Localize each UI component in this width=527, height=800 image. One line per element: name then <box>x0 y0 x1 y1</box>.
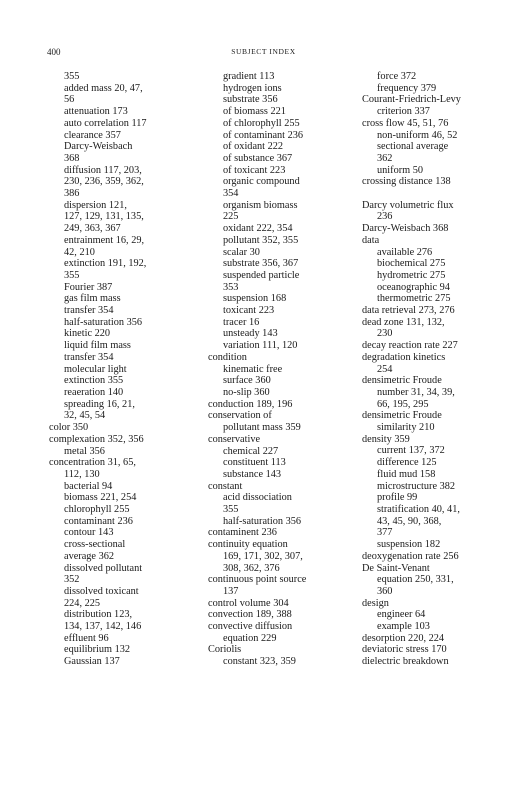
index-entry: data <box>362 234 380 246</box>
index-subentry: of contaminant 236 <box>223 129 304 141</box>
index-subentry: 249, 363, 367 <box>64 223 121 235</box>
index-subentry: fluid mud 158 <box>377 468 436 480</box>
index-subentry: 386 <box>64 188 80 200</box>
index-entry: continuous point source <box>208 574 307 586</box>
index-subentry: thermometric 275 <box>377 293 451 305</box>
index-subentry: transfer 354 <box>64 351 114 363</box>
index-subentry: organic compound <box>223 176 300 188</box>
index-subentry: number 31, 34, 39, <box>377 386 455 398</box>
index-subentry: bacterial 94 <box>64 480 113 492</box>
index-subentry: suspended particle <box>223 269 300 281</box>
index-subentry: 254 <box>377 363 393 375</box>
index-subentry: liquid film mass <box>64 340 131 352</box>
index-entry: deviatoric stress 170 <box>362 644 447 656</box>
index-subentry: dissolved pollutant <box>64 562 143 574</box>
index-subentry: engineer 64 <box>377 609 426 621</box>
index-subentry: 230 <box>377 328 393 340</box>
index-subentry: chemical 227 <box>223 445 279 457</box>
index-subentry: 355 <box>64 71 80 82</box>
index-subentry: dispersion 121, <box>64 199 127 211</box>
index-subentry: contaminant 236 <box>64 515 133 527</box>
index-subentry: similarity 210 <box>377 422 435 434</box>
index-subentry: scalar 30 <box>223 246 260 258</box>
index-subentry: Darcy-Weisbach <box>64 141 133 153</box>
index-column-2 <box>208 71 358 668</box>
index-subentry: force 372 <box>377 71 417 82</box>
index-subentry: Gaussian 137 <box>64 656 120 668</box>
index-column-3 <box>362 71 512 668</box>
index-subentry: microstructure 382 <box>377 480 456 492</box>
index-subentry: non-uniform 46, 52 <box>377 129 458 141</box>
index-subentry: frequency 379 <box>377 82 437 94</box>
index-subentry: equation 229 <box>223 632 277 644</box>
index-subentry: Fourier 387 <box>64 281 113 293</box>
index-subentry: of substance 367 <box>223 152 293 164</box>
index-subentry: no-slip 360 <box>223 386 270 398</box>
index-subentry: 230, 236, 359, 362, <box>64 176 144 188</box>
index-entry: dielectric breakdown <box>362 656 449 668</box>
index-subentry: effluent 96 <box>64 632 109 644</box>
index-subentry: molecular light <box>64 363 127 375</box>
index-subentry: hydrogen ions <box>223 82 282 94</box>
index-entry: conservation of <box>208 410 272 422</box>
index-subentry: 225 <box>223 211 239 223</box>
index-subentry: available 276 <box>377 246 433 258</box>
index-subentry: equation 250, 331, <box>377 574 454 586</box>
index-entry: degradation kinetics <box>362 351 446 363</box>
index-subentry: attenuation 173 <box>64 106 128 118</box>
index-subentry: of oxidant 222 <box>223 141 284 153</box>
index-subentry: half-saturation 356 <box>64 316 143 328</box>
index-subentry: extinction 355 <box>64 375 124 387</box>
index-entry: crossing distance 138 <box>362 176 451 188</box>
index-subentry: suspension 168 <box>223 293 287 305</box>
page-number: 400 <box>47 47 61 57</box>
index-subentry: metal 356 <box>64 445 105 457</box>
index-subentry: substrate 356 <box>223 94 278 106</box>
index-subentry: acid dissociation <box>223 492 292 504</box>
index-subentry: 42, 210 <box>64 246 95 258</box>
index-subentry: 353 <box>223 281 239 293</box>
index-subentry: 112, 130 <box>64 468 100 480</box>
index-subentry: 137 <box>223 585 239 597</box>
index-subentry: 355 <box>64 269 80 281</box>
index-subentry: kinematic free <box>223 363 283 375</box>
index-subentry: difference 125 <box>377 457 437 469</box>
index-subentry: oceanographic 94 <box>377 281 450 293</box>
index-subentry: 169, 171, 302, 307, <box>223 550 303 562</box>
index-entry: densimetric Froude <box>362 375 442 387</box>
index-subentry: entrainment 16, 29, <box>64 234 145 246</box>
index-subentry: of biomass 221 <box>223 106 286 118</box>
index-entry: condition <box>208 351 247 363</box>
index-subentry: oxidant 222, 354 <box>223 223 293 235</box>
index-entry: complexation 352, 356 <box>49 433 144 445</box>
index-subentry: 308, 362, 376 <box>223 562 280 574</box>
index-subentry: cross-sectional <box>64 539 126 551</box>
index-subentry: constant 323, 359 <box>223 656 296 668</box>
index-subentry: sectional average <box>377 141 449 153</box>
index-entry: decay reaction rate 227 <box>362 340 458 352</box>
index-entry: conduction 189, 196 <box>208 398 293 410</box>
index-subentry: toxicant 223 <box>223 305 275 317</box>
index-subentry: pollutant mass 359 <box>223 422 301 434</box>
index-subentry: kinetic 220 <box>64 328 111 340</box>
index-subentry: distribution 123, <box>64 609 133 621</box>
index-subentry: organism biomass <box>223 199 298 211</box>
index-subentry: hydrometric 275 <box>377 269 446 281</box>
index-subentry: 32, 45, 54 <box>64 410 106 422</box>
index-entry: densimetric Froude <box>362 410 442 422</box>
index-entry: design <box>362 597 389 609</box>
index-entry: De Saint-Venant <box>362 562 430 574</box>
index-subentry: example 103 <box>377 621 430 633</box>
index-subentry: substance 143 <box>223 468 282 480</box>
index-subentry: transfer 354 <box>64 305 114 317</box>
index-subentry: suspension 182 <box>377 539 441 551</box>
index-subentry: equilibrium 132 <box>64 644 131 656</box>
index-subentry: biochemical 275 <box>377 258 446 270</box>
index-entry: concentration 31, 65, <box>49 457 136 469</box>
index-entry: data retrieval 273, 276 <box>362 305 455 317</box>
index-subentry: 66, 195, 295 <box>377 398 429 410</box>
index-subentry: unsteady 143 <box>223 328 278 340</box>
index-entry: constant <box>208 480 243 492</box>
running-head: SUBJECT INDEX <box>231 47 296 56</box>
index-subentry: 224, 225 <box>64 597 101 609</box>
index-subentry: 362 <box>377 152 393 164</box>
index-subentry: variation 111, 120 <box>223 340 298 352</box>
index-entry: Courant-Friedrich-Levy <box>362 94 461 106</box>
index-subentry: 360 <box>377 585 393 597</box>
index-subentry: profile 99 <box>377 492 418 504</box>
index-subentry: stratification 40, 41, <box>377 504 460 515</box>
index-subentry: gradient 113 <box>223 71 275 82</box>
index-subentry: 43, 45, 90, 368, <box>377 515 442 527</box>
index-entry: density 359 <box>362 433 410 445</box>
index-entry: desorption 220, 224 <box>362 632 445 644</box>
index-subentry: 56 <box>64 94 75 106</box>
index-entry: continuity equation <box>208 539 288 551</box>
index-subentry: contour 143 <box>64 527 114 539</box>
index-subentry: of chlorophyll 255 <box>223 117 300 129</box>
index-entry: deoxygenation rate 256 <box>362 550 459 562</box>
index-subentry: added mass 20, 47, <box>64 82 143 94</box>
index-subentry: 354 <box>223 188 239 200</box>
index-entry: conservative <box>208 433 261 445</box>
index-subentry: auto correlation 117 <box>64 117 147 129</box>
index-subentry: extinction 191, 192, <box>64 258 147 270</box>
index-subentry: average 362 <box>64 550 115 562</box>
index-entry: convective diffusion <box>208 621 293 633</box>
index-subentry: reaeration 140 <box>64 386 124 398</box>
index-subentry: surface 360 <box>223 375 271 387</box>
index-subentry: dissolved toxicant <box>64 585 139 597</box>
index-entry: contaminent 236 <box>208 527 277 539</box>
index-subentry: clearance 357 <box>64 129 121 141</box>
index-subentry: 236 <box>377 211 393 223</box>
index-subentry: 134, 137, 142, 146 <box>64 621 142 633</box>
index-subentry: gas film mass <box>64 293 121 305</box>
index-gap <box>362 188 512 200</box>
index-subentry: biomass 221, 254 <box>64 492 137 504</box>
index-column-1 <box>49 71 199 668</box>
index-subentry: tracer 16 <box>223 316 260 328</box>
index-subentry: of toxicant 223 <box>223 164 286 176</box>
index-entry: control volume 304 <box>208 597 289 609</box>
index-subentry: pollutant 352, 355 <box>223 234 299 246</box>
index-entry: Coriolis <box>208 644 242 656</box>
index-subentry: constituent 113 <box>223 457 286 469</box>
index-subentry: 352 <box>64 574 80 586</box>
index-subentry: current 137, 372 <box>377 445 445 457</box>
index-subentry: 355 <box>223 504 239 516</box>
index-entry: Darcy-Weisbach 368 <box>362 223 449 235</box>
index-entry: Darcy volumetric flux <box>362 199 454 211</box>
index-subentry: substrate 356, 367 <box>223 258 299 270</box>
index-subentry: uniform 50 <box>377 164 424 176</box>
index-subentry: chlorophyll 255 <box>64 504 130 516</box>
index-subentry: half-saturation 356 <box>223 515 302 527</box>
index-entry: convection 189, 388 <box>208 609 292 621</box>
index-subentry: 127, 129, 131, 135, <box>64 211 144 223</box>
index-subentry: diffusion 117, 203, <box>64 164 142 176</box>
index-entry: dead zone 131, 132, <box>362 316 445 328</box>
index-subentry: spreading 16, 21, <box>64 398 135 410</box>
index-subentry: 377 <box>377 527 393 539</box>
index-subentry: criterion 337 <box>377 106 430 118</box>
index-entry: color 350 <box>49 422 89 434</box>
index-entry: cross flow 45, 51, 76 <box>362 117 449 129</box>
index-subentry: 368 <box>64 152 80 164</box>
